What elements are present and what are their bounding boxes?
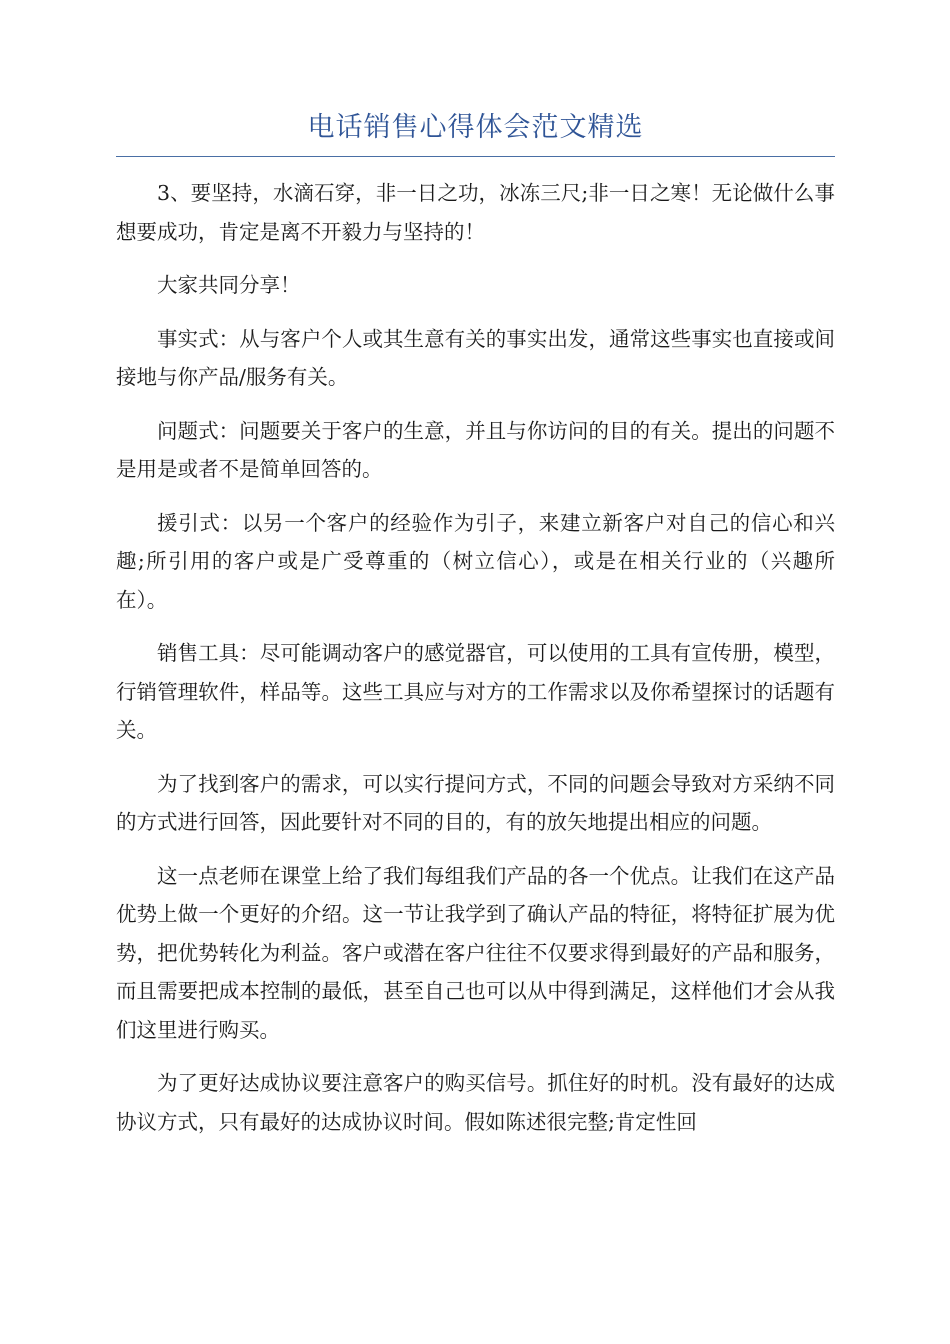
document-body <box>116 174 835 1156</box>
paragraph-9: 为了更好达成协议要注意客户的购买信号。抓住好的时机。没有最好的达成协议方式，只有最好的达成协议时间。假如陈述很完整;肯定性回 <box>116 1071 835 1134</box>
paragraph-4: 问题式：问题要关于客户的生意，并且与你访问的目的有关。提出的问题不是用是或者不是简单回答的。 <box>116 418 835 481</box>
title-block <box>116 110 835 157</box>
paragraph-7: 为了找到客户的需求，可以实行提问方式，不同的问题会导致对方采纳不同的方式进行回答，因此要针对不同的目的，有的放矢地提出相应的问题。 <box>116 771 835 834</box>
paragraph-1: 3、要坚持，水滴石穿，非一日之功，冰冻三尺;非一日之寒！无论做什么事想要成功，肯定是离不开毅力与坚持的！ <box>116 181 835 244</box>
paragraph-6: 销售工具：尽可能调动客户的感觉器官，可以使用的工具有宣传册，模型，行销管理软件，样品等。这些工具应与对方的工作需求以及你希望探讨的话题有关。 <box>116 641 835 742</box>
paragraph-2: 大家共同分享！ <box>157 273 301 297</box>
paragraph-8: 这一点老师在课堂上给了我们每组我们产品的各一个优点。让我们在这产品优势上做一个更好的介绍。这一节让我学到了确认产品的特征，将特征扩展为优势，把优势转化为利益。客户或潜在客户往往不仅要求得到最好的产品和服务，而且需要把成本控制的最低，甚至自己也可以从中得到满足，这样他们才会从我们这里进行购买。 <box>116 863 835 1042</box>
paragraph-5: 援引式：以另一个客户的经验作为引子，来建立新客户对自己的信心和兴趣;所引用的客户或是广受尊重的（树立信心），或是在相关行业的（兴趣所在）。 <box>116 510 835 612</box>
paragraph-3: 事实式：从与客户个人或其生意有关的事实出发，通常这些事实也直接或间接地与你产品/服务有关。 <box>116 326 835 389</box>
page-title: 电话销售心得体会范文精选 <box>307 112 644 143</box>
